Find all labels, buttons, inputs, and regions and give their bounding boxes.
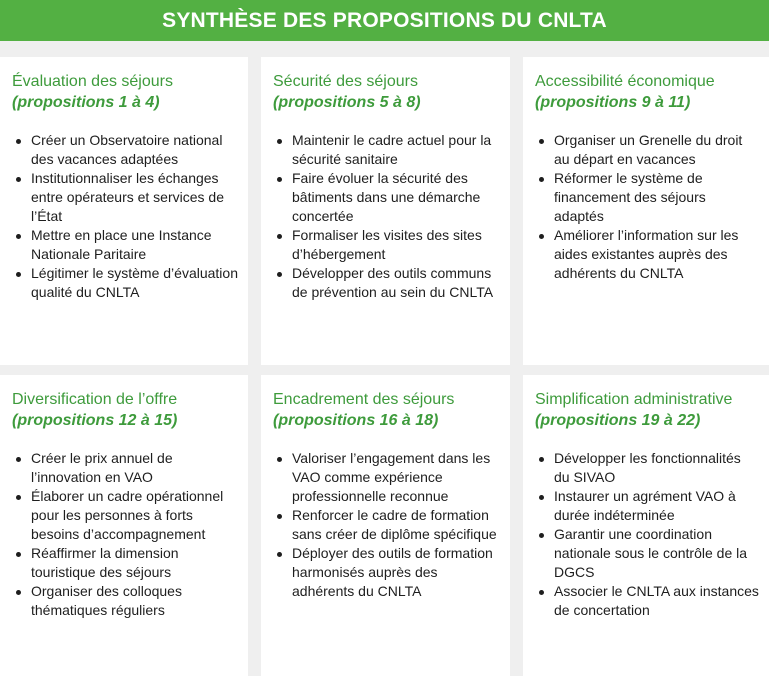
list-item: Formaliser les visites des sites d’hébergement: [273, 226, 500, 264]
list-item: Élaborer un cadre opérationnel pour les personnes à forts besoins d’accompagnement: [12, 487, 238, 544]
card-range: (propositions 12 à 15): [12, 412, 178, 429]
proposal-list: [273, 131, 500, 302]
list-item: Déployer des outils de formation harmonisés auprès des adhérents du CNLTA: [273, 544, 500, 601]
card-simplification: [523, 375, 769, 676]
list-item: Mettre en place une Instance Nationale Paritaire: [12, 226, 238, 264]
card-range: (propositions 5 à 8): [273, 94, 421, 111]
card-encadrement: [261, 375, 510, 676]
proposal-list: [12, 131, 238, 302]
list-item: Développer les fonctionnalités du SIVAO: [535, 449, 759, 487]
proposal-list: [12, 449, 238, 620]
list-item: Renforcer le cadre de formation sans créer de diplôme spécifique: [273, 506, 500, 544]
card-title: Encadrement des séjours: [273, 391, 455, 408]
card-range: (propositions 16 à 18): [273, 412, 439, 429]
card-title: Diversification de l’offre: [12, 391, 178, 408]
card-range: (propositions 9 à 11): [535, 94, 691, 111]
list-item: Garantir une coordination nationale sous le contrôle de la DGCS: [535, 525, 759, 582]
page-title: SYNTHÈSE DES PROPOSITIONS DU CNLTA: [0, 0, 769, 41]
list-item: Instaurer un agrément VAO à durée indéterminée: [535, 487, 759, 525]
proposal-list: [535, 449, 759, 620]
list-item: Valoriser l’engagement dans les VAO comme expérience professionnelle reconnue: [273, 449, 500, 506]
list-item: Légitimer le système d’évaluation qualité du CNLTA: [12, 264, 238, 302]
list-item: Maintenir le cadre actuel pour la sécurité sanitaire: [273, 131, 500, 169]
card-title: Simplification administrative: [535, 391, 733, 408]
card-title: Sécurité des séjours: [273, 73, 418, 90]
card-range: (propositions 1 à 4): [12, 94, 160, 111]
list-item: Organiser un Grenelle du droit au départ en vacances: [535, 131, 759, 169]
list-item: Développer des outils communs de prévention au sein du CNLTA: [273, 264, 500, 302]
card-range: (propositions 19 à 22): [535, 412, 701, 429]
list-item: Institutionnaliser les échanges entre opérateurs et services de l’État: [12, 169, 238, 226]
list-item: Organiser des colloques thématiques réguliers: [12, 582, 238, 620]
list-item: Créer un Observatoire national des vacances adaptées: [12, 131, 238, 169]
list-item: Réaffirmer la dimension touristique des séjours: [12, 544, 238, 582]
card-title: Évaluation des séjours: [12, 73, 173, 90]
card-evaluation: [0, 57, 248, 365]
card-accessibilite: [523, 57, 769, 365]
list-item: Améliorer l’information sur les aides existantes auprès des adhérents du CNLTA: [535, 226, 759, 283]
list-item: Faire évoluer la sécurité des bâtiments dans une démarche concertée: [273, 169, 500, 226]
list-item: Réformer le système de financement des séjours adaptés: [535, 169, 759, 226]
list-item: Associer le CNLTA aux instances de concertation: [535, 582, 759, 620]
card-title: Accessibilité économique: [535, 73, 715, 90]
proposal-list: [273, 449, 500, 601]
card-diversification: [0, 375, 248, 676]
proposal-list: [535, 131, 759, 283]
card-securite: [261, 57, 510, 365]
list-item: Créer le prix annuel de l’innovation en VAO: [12, 449, 238, 487]
